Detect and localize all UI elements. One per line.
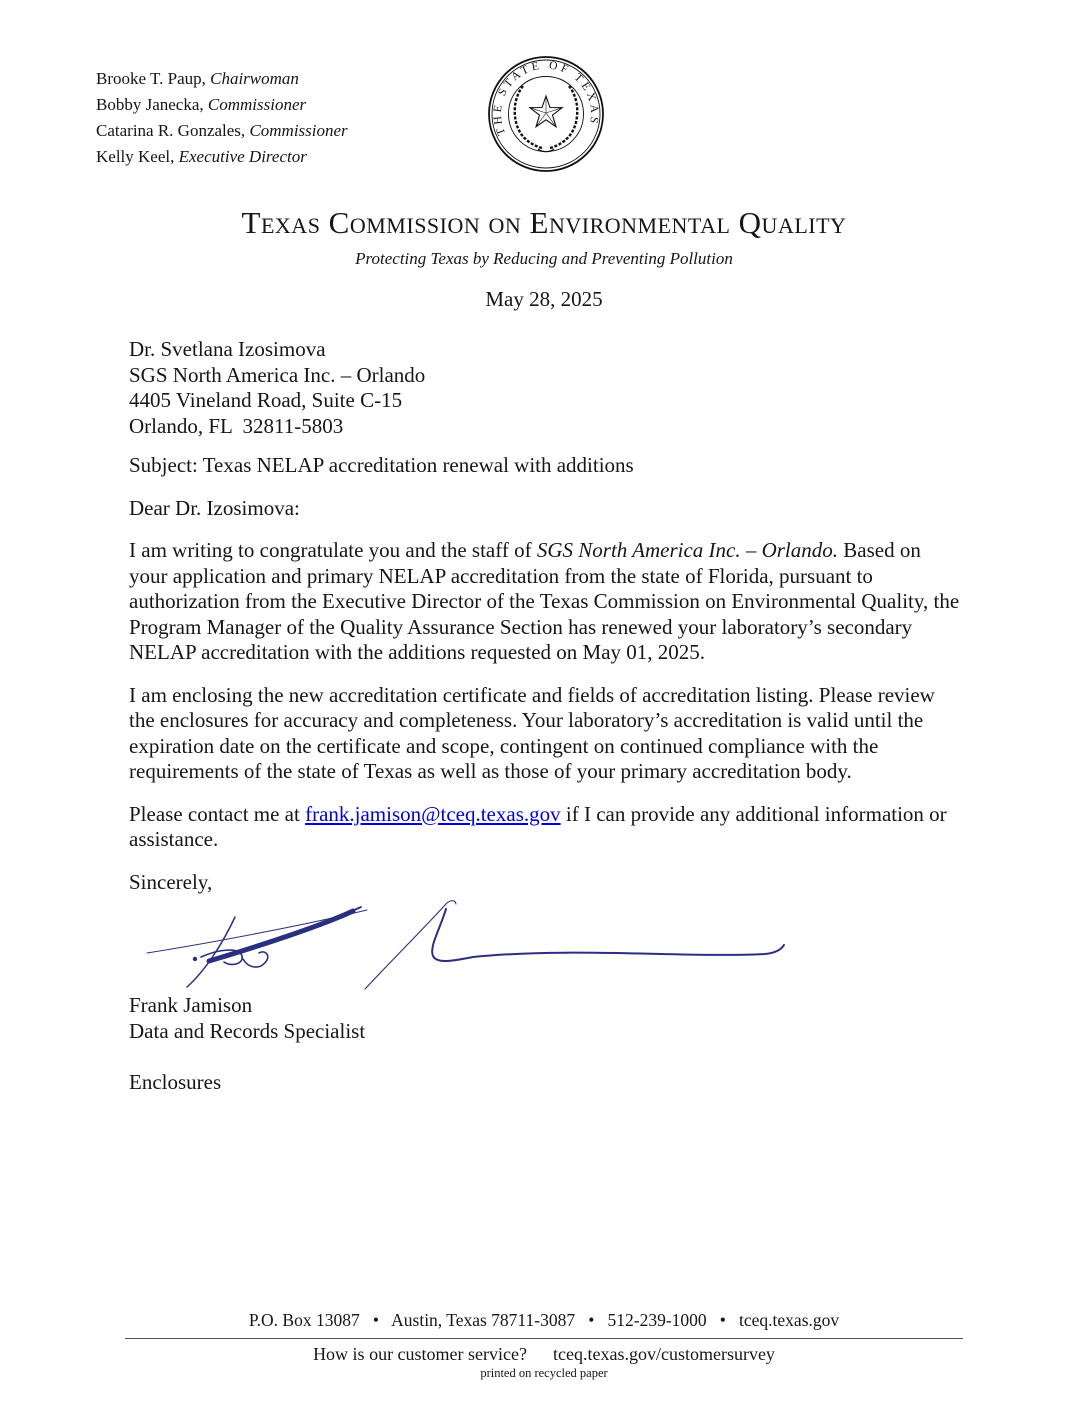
official-row xyxy=(96,118,348,144)
official-name: Kelly Keel, xyxy=(96,147,175,166)
agency-tagline: Protecting Texas by Reducing and Preventing Pollution xyxy=(355,249,733,268)
service-question: How is our customer service? xyxy=(313,1344,527,1364)
salutation: Dear Dr. Izosimova: xyxy=(129,495,300,520)
recipient-address xyxy=(129,337,961,439)
recycled-paper-note: printed on recycled paper xyxy=(480,1366,608,1380)
footer-divider xyxy=(125,1338,963,1339)
official-name: Bobby Janecka, xyxy=(96,95,204,114)
agency-name: Texas Commission on Environmental Quality xyxy=(241,205,847,240)
service-survey-url: tceq.texas.gov/customersurvey xyxy=(553,1344,775,1364)
paragraph-text: SGS North America Inc. – Orlando. xyxy=(536,538,839,562)
letter-paragraph xyxy=(129,802,961,853)
recipient-line: Orlando, FL 32811-5803 xyxy=(129,413,344,438)
email-link[interactable]: frank.jamison@tceq.texas.gov xyxy=(305,801,561,826)
official-row xyxy=(96,144,348,170)
closing: Sincerely, xyxy=(129,869,213,894)
recipient-line: 4405 Vineland Road, Suite C-15 xyxy=(129,388,403,412)
official-title: Commissioner xyxy=(207,95,307,114)
letter-paragraph xyxy=(129,683,961,785)
subject-line: Subject: Texas NELAP accreditation renewal with additions xyxy=(129,453,634,477)
seal-text: THE STATE OF TEXAS xyxy=(491,59,601,137)
official-name: Catarina R. Gonzales, xyxy=(96,121,246,140)
letter-paragraphs xyxy=(129,538,961,853)
paragraph-text: I am writing to congratulate you and the staff of xyxy=(129,538,537,562)
official-title: Chairwoman xyxy=(210,69,299,88)
official-row xyxy=(96,66,348,92)
footer-contact-line: P.O. Box 13087 • Austin, Texas 78711-3087 • 512-239-1000 • tceq.texas.gov xyxy=(248,1310,840,1330)
official-name: Brooke T. Paup, xyxy=(96,69,206,88)
official-title: Executive Director xyxy=(178,147,307,166)
official-title: Commissioner xyxy=(249,121,348,140)
recipient-line: SGS North America Inc. – Orlando xyxy=(129,362,426,387)
signature xyxy=(129,897,961,992)
recipient-line: Dr. Svetlana Izosimova xyxy=(129,337,326,361)
letter-paragraph xyxy=(129,538,961,666)
signer-title: Data and Records Specialist xyxy=(129,1019,366,1043)
paragraph-text: Please contact me at xyxy=(129,801,306,826)
paragraph-text: I am enclosing the new accreditation certificate and fields of accreditation listing. Please review the enclosures for accuracy and completeness. Your laboratory’s accreditation is valid until the expiration date on the certificate and scope, contingent on continued compliance with the requirements of the state of Texas as well as those of your primary accreditation body. xyxy=(129,682,935,783)
letter-date: May 28, 2025 xyxy=(485,287,603,311)
paragraph-text: if I can provide any additional information or assistance. xyxy=(129,801,947,851)
official-row xyxy=(96,92,348,118)
texas-state-seal-icon xyxy=(486,54,606,174)
signer-name: Frank Jamison xyxy=(129,993,253,1017)
masthead xyxy=(0,206,1088,312)
officials-list xyxy=(96,66,348,170)
paragraph-text: Based on your application and primary NELAP accreditation from the state of Florida, pursuant to authorization from the Executive Director of the Texas Commission on Environmental Quality, the Program Manager of the Quality Assurance Section has renewed your laboratory’s secondary NELAP accreditation with the additions requested on May 01, 2025. xyxy=(129,538,960,664)
enclosures-note: Enclosures xyxy=(129,1070,222,1094)
letter-body xyxy=(129,337,961,1096)
footer-service-line xyxy=(0,1344,1088,1365)
